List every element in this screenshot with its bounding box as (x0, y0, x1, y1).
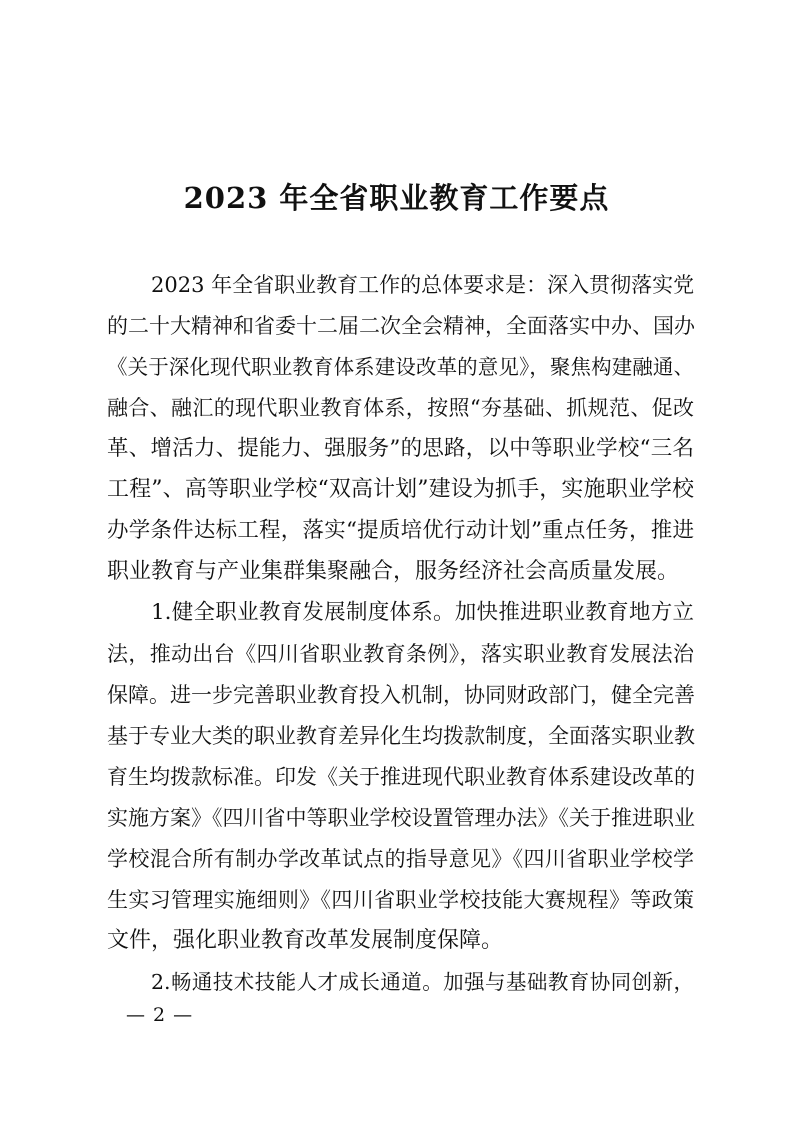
paragraph-line: 基于专业大类的职业教育差异化生均拨款制度，全面落实职业教 (107, 724, 695, 748)
paragraph-line: 1.健全职业教育发展制度体系。加快推进职业教育地方立 (151, 600, 694, 625)
paragraph-line: 的二十大精神和省委十二届二次全会精神，全面落实中办、国办 (107, 314, 695, 338)
paragraph-line: 2.畅通技术技能人才成长通道。加强与基础教育协同创新， (151, 970, 694, 994)
paragraph-line: 工程”、高等职业学校“双高计划”建设为抓手，实施职业学校 (107, 477, 694, 502)
paragraph-line: 革、增活力、提能力、强服务”的思路，以中等职业学校“三名 (107, 436, 694, 461)
paragraph-line: 法，推动出台《四川省职业教育条例》，落实职业教育发展法治 (107, 642, 694, 666)
paragraph-line: 生实习管理实施细则》《四川省职业学校技能大赛规程》等政策 (107, 888, 694, 912)
paragraph-line: 文件，强化职业教育改革发展制度保障。 (107, 928, 504, 953)
document-title: 2023 年全省职业教育工作要点 (183, 181, 610, 215)
paragraph-line: 学校混合所有制办学改革试点的指导意见》《四川省职业学校学 (107, 847, 694, 871)
paragraph-line: 实施方案》《四川省中等职业学校设置管理办法》《关于推进职业 (107, 806, 695, 830)
paragraph-line: 2023 年全省职业教育工作的总体要求是：深入贯彻落实党 (151, 273, 695, 297)
paragraph-line: 办学条件达标工程，落实“提质培优行动计划”重点任务，推进 (107, 518, 694, 543)
paragraph-line: 保障。进一步完善职业教育投入机制，协同财政部门，健全完善 (107, 683, 695, 707)
paragraph-line: 育生均拨款标准。印发《关于推进现代职业教育体系建设改革的 (107, 765, 695, 789)
paragraph-line: 职业教育与产业集群集聚融合，服务经济社会高质量发展。 (107, 559, 680, 584)
paragraph-line: 融合、融汇的现代职业教育体系，按照“夯基础、抓规范、促改 (107, 396, 694, 420)
page-number: — 2 — (126, 1004, 194, 1026)
paragraph-line: 《关于深化现代职业教育体系建设改革的意见》，聚焦构建融通、 (107, 355, 694, 379)
